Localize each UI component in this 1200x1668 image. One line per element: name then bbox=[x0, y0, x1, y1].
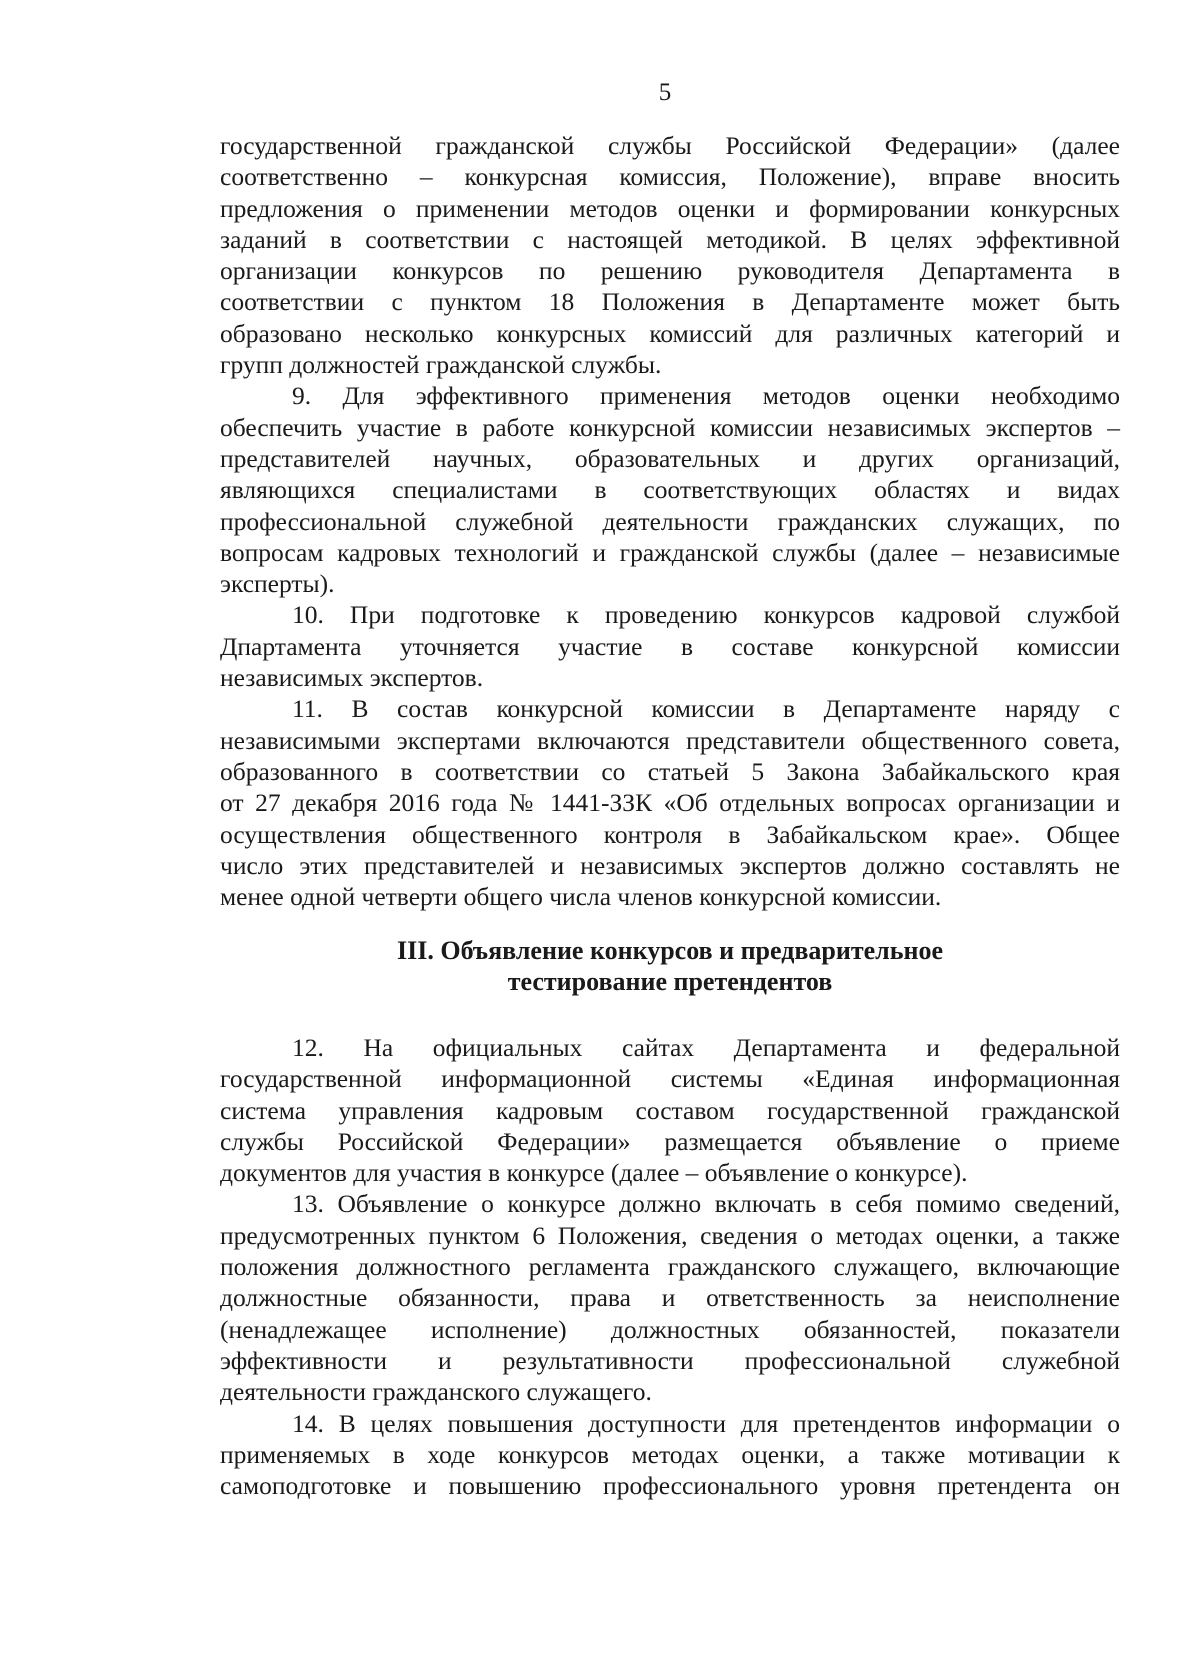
text-line: образованного в соответствии со статьей 5 Закона Забайкальского края bbox=[220, 756, 1120, 786]
text-line: положения должностного регламента гражданского служащего, включающие bbox=[220, 1252, 1120, 1282]
text-line: документов для участия в конкурсе (далее – объявление о конкурсе). bbox=[220, 1158, 968, 1188]
body-text-block-2 bbox=[220, 1032, 1120, 1501]
paragraph-11-start: 11. В состав конкурсной комиссии в Департаменте наряду с bbox=[292, 694, 1120, 724]
text-line: предусмотренных пунктом 6 Положения, сведения о методах оценки, а также bbox=[220, 1220, 1120, 1250]
text-line: деятельности гражданского служащего. bbox=[220, 1377, 652, 1407]
text-line: от 27 декабря 2016 года № 1441-ЗЗК «Об отдельных вопросах организации и bbox=[220, 788, 1120, 818]
text-line: государственной информационной системы «Единая информационная bbox=[220, 1064, 1120, 1094]
text-line: должностные обязанности, права и ответственность за неисполнение bbox=[220, 1283, 1120, 1313]
text-line: осуществления общественного контроля в Забайкальском крае». Общее bbox=[220, 819, 1120, 849]
paragraph-14-start: 14. В целях повышения доступности для претендентов информации о bbox=[292, 1408, 1120, 1438]
text-line: профессиональной служебной деятельности гражданских служащих, по bbox=[220, 506, 1120, 536]
text-line: независимых экспертов. bbox=[220, 663, 484, 693]
text-line: являющихся специалистами в соответствующих областях и видах bbox=[220, 475, 1120, 505]
text-line: (ненадлежащее исполнение) должностных обязанностей, показатели bbox=[220, 1314, 1120, 1344]
text-line: заданий в соответствии с настоящей методикой. В целях эффективной bbox=[220, 224, 1120, 254]
section-heading-line-1: III. Объявление конкурсов и предварительное bbox=[396, 936, 944, 965]
text-line: вопросам кадровых технологий и гражданской службы (далее – независимые bbox=[220, 537, 1120, 567]
text-line: предложения о применении методов оценки и формировании конкурсных bbox=[220, 193, 1120, 223]
text-line: Дпартамента уточняется участие в составе конкурсной комиссии bbox=[220, 631, 1120, 661]
paragraph-12-start: 12. На официальных сайтах Департамента и федеральной bbox=[292, 1033, 1120, 1062]
text-line: менее одной четверти общего числа членов конкурсной комиссии. bbox=[220, 882, 942, 912]
text-line: представителей научных, образовательных и других организаций, bbox=[220, 443, 1120, 473]
text-line: самоподготовке и повышению профессионального уровня претендента он bbox=[220, 1471, 1120, 1501]
text-line: государственной гражданской службы Российской Федерации» (далее bbox=[220, 131, 1120, 160]
paragraph-9-start: 9. Для эффективного применения методов оценки необходимо bbox=[292, 381, 1120, 411]
text-line: эффективности и результативности профессиональной служебной bbox=[220, 1345, 1120, 1375]
text-line: число этих представителей и независимых экспертов должно составлять не bbox=[220, 850, 1120, 880]
paragraph-10-start: 10. При подготовке к проведению конкурсов кадровой службой bbox=[292, 600, 1120, 630]
text-line: групп должностей гражданской службы. bbox=[220, 350, 662, 380]
text-line: организации конкурсов по решению руководителя Департамента в bbox=[220, 256, 1120, 286]
page-number: 5 bbox=[658, 79, 672, 106]
section-heading-line-2: тестирование претендентов bbox=[507, 967, 833, 996]
text-line: независимыми экспертами включаются представители общественного совета, bbox=[220, 725, 1120, 755]
body-text-block-1 bbox=[220, 130, 1120, 912]
section-heading bbox=[220, 935, 1120, 997]
text-line: образовано несколько конкурсных комиссий для различных категорий и bbox=[220, 318, 1120, 348]
text-line: применяемых в ходе конкурсов методах оценки, а также мотивации к bbox=[220, 1439, 1120, 1469]
text-line: система управления кадровым составом государственной гражданской bbox=[220, 1095, 1120, 1125]
text-line: службы Российской Федерации» размещается объявление о приеме bbox=[220, 1126, 1120, 1156]
text-line: эксперты). bbox=[220, 569, 335, 599]
text-line: обеспечить участие в работе конкурсной комиссии независимых экспертов – bbox=[220, 412, 1120, 442]
text-line: соответственно – конкурсная комиссия, Положение), вправе вносить bbox=[220, 162, 1120, 192]
paragraph-13-start: 13. Объявление о конкурсе должно включать в себя помимо сведений, bbox=[292, 1189, 1120, 1219]
text-line: соответствии с пунктом 18 Положения в Департаменте может быть bbox=[220, 287, 1120, 317]
